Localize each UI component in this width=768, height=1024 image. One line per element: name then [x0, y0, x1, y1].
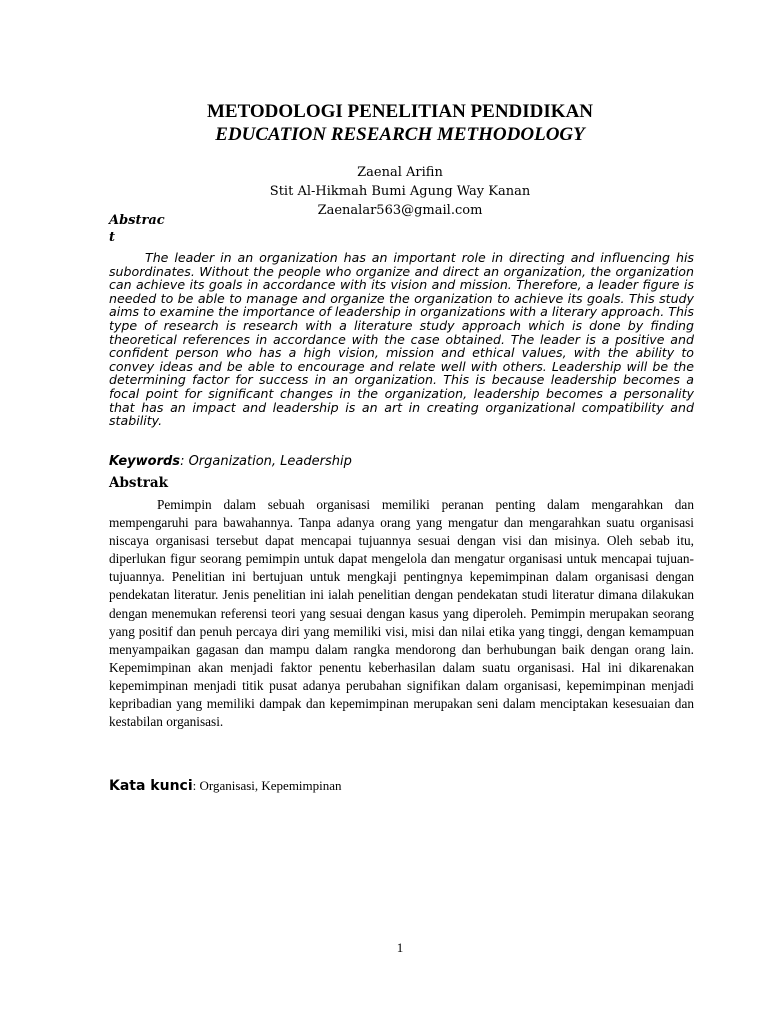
- keywords-value: Organization, Leadership: [188, 454, 352, 469]
- kata-kunci-label: Kata kunci: [109, 778, 193, 794]
- abstract-english-body: The leader in an organization has an important role in directing and influencing his subordinates. Without the people who organize and direct an organization, the organization can achieve its goals in accordance with its vision and mission. Therefore, a leader figure is needed to be able to manage and organize the organization to achieve its goals. This study aims to examine the importance of leadership in organizations with a literary approach. This type of research is research with a literature study approach which is done by finding theoretical references in accordance with the case obtained. The leader is a positive and confident person who has a high vision, mission and ethical values, with the ability to convey ideas and be able to encourage and relate well with others. Leadership will be the determining factor for success in an organization. This is because leadership becomes a focal point for significant changes in the organization, leadership becomes a personality that has an impact and leadership is an art in creating organizational compatibility and stability.: [109, 250, 694, 429]
- author-name: Zaenal Arifin: [357, 165, 443, 180]
- abstract-indonesian-body: Pemimpin dalam sebuah organisasi memiliki peranan penting dalam mengarahkan dan mempengaruhi para bawahannya. Tanpa adanya orang yang mengatur dan mengarahkan suatu organisasi niscaya organisasi tersebut dapat mencapai tujuannya sesuai dengan visi dan misinya. Oleh sebab itu, diperlukan figur seorang pemimpin untuk dapat mengelola dan mengatur organisasi untuk mencapai tujuan-tujuannya. Penelitian ini bertujuan untuk mengkaji pentingnya kepemimpinan dalam organisasi dengan pendekatan literatur. Jenis penelitian ini ialah penelitian dengan pendekatan studi literatur dimana dilakukan dengan menemukan referensi teori yang sesuai dengan kasus yang diperoleh. Pemimpin merupakan seorang yang positif dan penuh percaya diri yang memiliki visi, misi dan nilai etika yang tinggi, dengan kemampuan menyampaikan gagasan dan mampu dalam rangka mendorong dan berhubungan baik dengan orang lain. Kepemimpinan akan menjadi faktor penentu keberhasilan dalam suatu organisasi. Hal ini dikarenakan kepemimpinan menjadi titik pusat adanya perubahan signifikan dalam organisasi, kepemimpinan menjadi kepribadian yang memiliki dampak dan kepemimpinan merupakan seni dalam menciptakan kesesuaian dan kestabilan organisasi.: [109, 497, 694, 730]
- kata-kunci-value: Organisasi, Kepemimpinan: [199, 778, 342, 793]
- abstrak-heading: Abstrak: [109, 475, 168, 491]
- author-email: Zaenalar563@gmail.com: [317, 203, 483, 218]
- keywords-indonesian: [109, 777, 342, 795]
- page-number: 1: [396, 940, 404, 955]
- title-english: EDUCATION RESEARCH METHODOLOGY: [215, 124, 585, 145]
- abstract-heading: Abstract: [109, 213, 165, 245]
- author-affiliation: Stit Al-Hikmah Bumi Agung Way Kanan: [269, 184, 531, 199]
- keywords-english: [109, 453, 352, 470]
- title-block: [0, 100, 768, 146]
- title-indonesian: METODOLOGI PENELITIAN PENDIDIKAN: [206, 101, 594, 122]
- keywords-separator: :: [180, 454, 189, 469]
- keywords-label: Keywords: [109, 454, 181, 469]
- kata-kunci-separator: :: [192, 778, 200, 793]
